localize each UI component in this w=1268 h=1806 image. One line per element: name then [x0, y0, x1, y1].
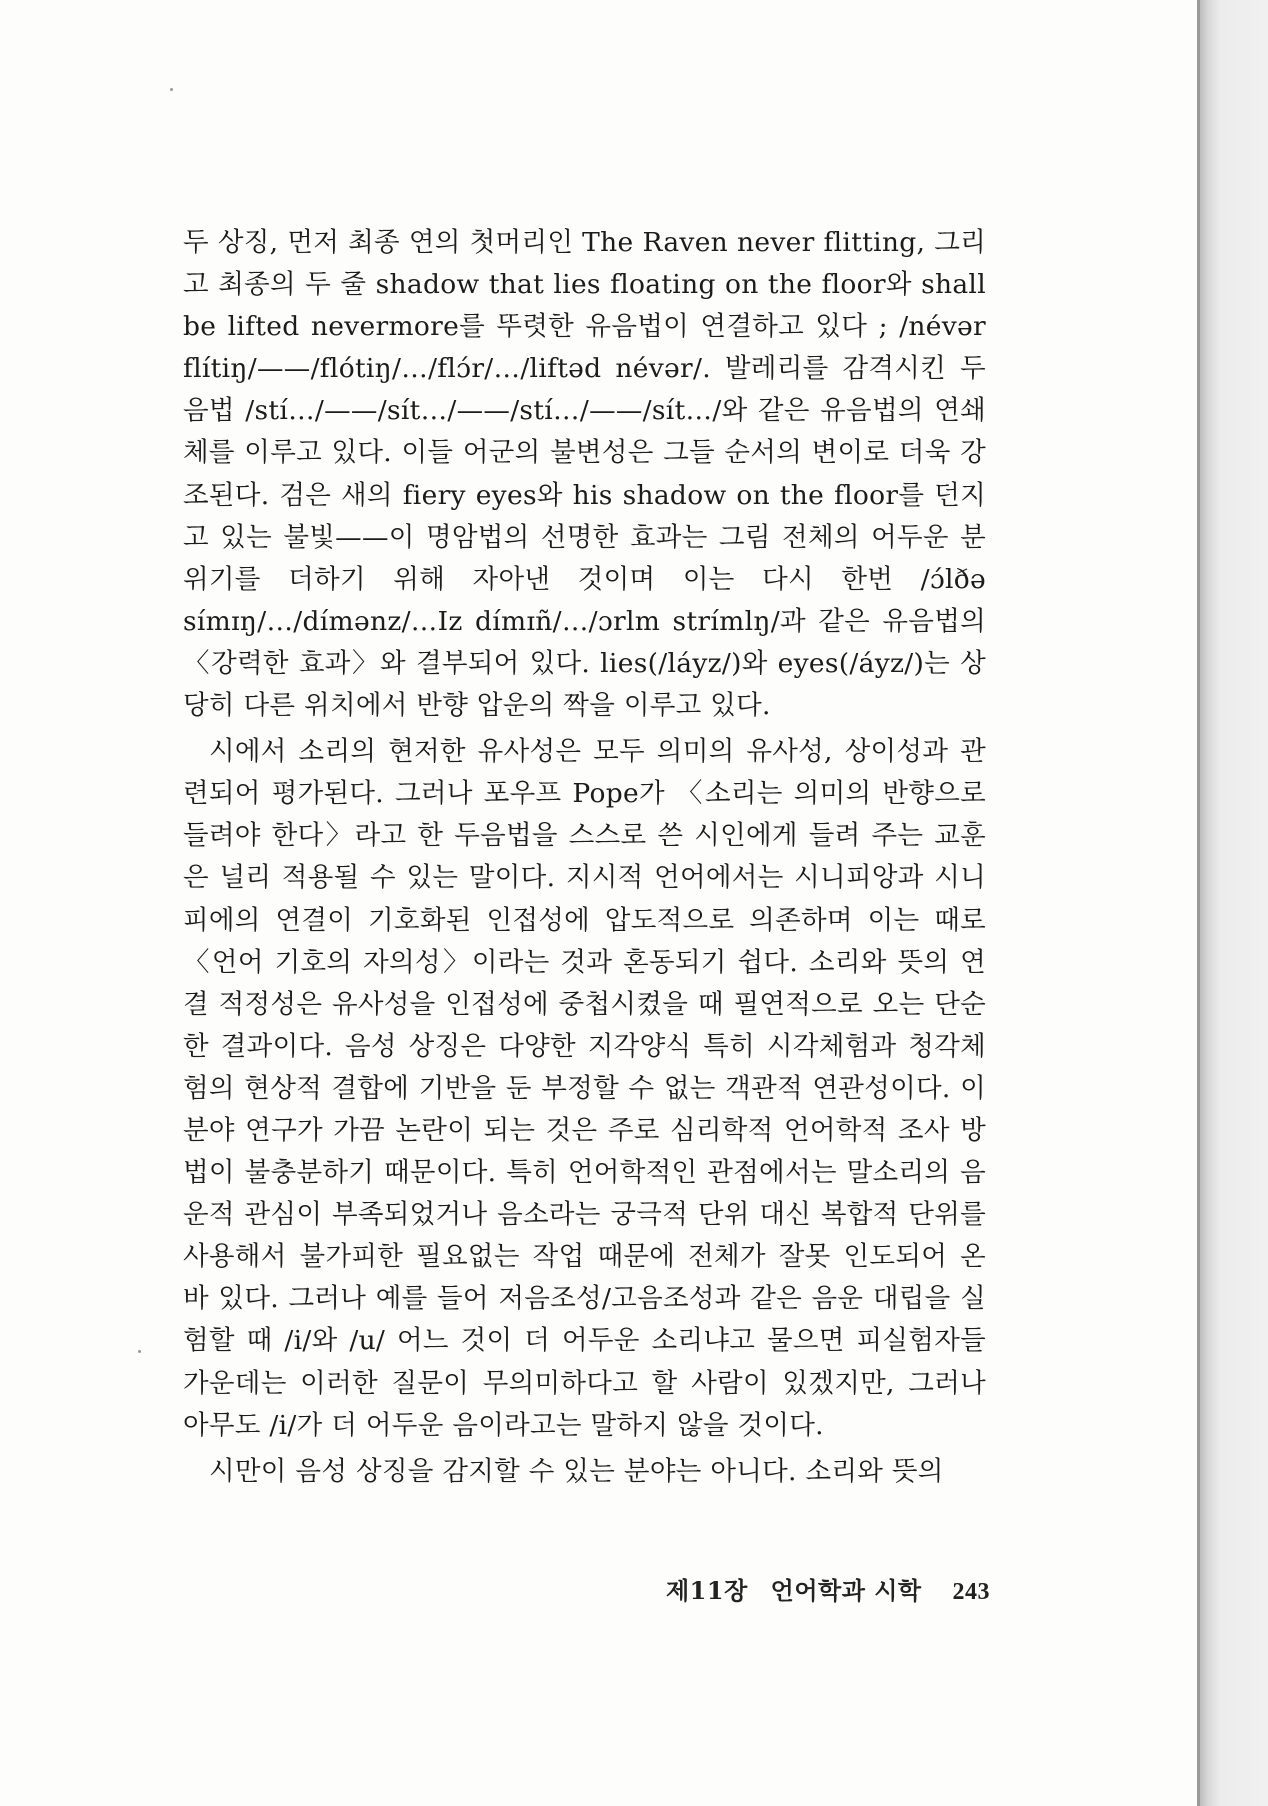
scan-speck: [170, 88, 173, 91]
running-footer: [666, 1571, 990, 1606]
page-number: 243: [952, 1579, 990, 1605]
footer-title: 언어학과 시학: [770, 1576, 922, 1605]
footer-chapter: 제11장: [666, 1576, 748, 1605]
scan-speck: [138, 1350, 141, 1353]
paragraph-3: 시만이 음성 상징을 감지할 수 있는 분야는 아니다. 소리와 뜻의: [209, 1455, 944, 1487]
viewer-background: [1200, 0, 1268, 1806]
page-body: [183, 222, 986, 1493]
paragraph-2: 시에서 소리의 현저한 유사성은 모두 의미의 유사성, 상이성과 관련되어 평가된다. 그러나 포우프 Pope가 〈소리는 의미의 반향으로 들려야 한다〉라고 한 두음법을 스스로 쓴 시인에게 들려 주는 교훈은 널리 적용될 수 있는 말이다. 지시적 언어에서는 시니피앙과 시니피에의 연결이 기호화된 인접성에 압도적으로 의존하며 이는 때로 〈언어 기호의 자의성〉이라는 것과 혼동되기 쉽다. 소리와 뜻의 연결 적정성은 유사성을 인접성에 중첩시켰을 때 필연적으로 오는 단순한 결과이다. 음성 상징은 다양한 지각양식 특히 시각체험과 청각체험의 현상적 결합에 기반을 둔 부정할 수 없는 객관적 연관성이다. 이 분야 연구가 가끔 논란이 되는 것은 주로 심리학적 언어학적 조사 방법이 불충분하기 때문이다. 특히 언어학적인 관점에서는 말소리의 음운적 관심이 부족되었거나 음소라는 궁극적 단위 대신 복합적 단위를 사용해서 불가피한 필요없는 작업 때문에 전체가 잘못 인도되어 온 바 있다. 그러나 예를 들어 저음조성/고음조성과 같은 음운 대립을 실험할 때 /i/와 /u/ 어느 것이 더 어두운 소리냐고 물으면 피실험자들 가운데는 이러한 질문이 무의미하다고 할 사람이 있겠지만, 그러나 아무도 /i/가 더 어두운 음이라고는 말하지 않을 것이다.: [183, 736, 986, 1441]
paragraph-1: 두 상징, 먼저 최종 연의 첫머리인 The Raven never flitting, 그리고 최종의 두 줄 shadow that lies floating on the floor와 shall be lifted nevermore를 뚜렷한 유음법이 연결하고 있다 ; /névər flítiŋ/——/flótiŋ/…/flɔ́r/…/liftəd névər/. 발레리를 감격시킨 두음법 /stí…/——/sít…/——/stí…/——/sít…/와 같은 유음법의 연쇄체를 이루고 있다. 이들 어군의 불변성은 그들 순서의 변이로 더욱 강조된다. 검은 새의 fiery eyes와 his shadow on the floor를 던지고 있는 불빛——이 명암법의 선명한 효과는 그림 전체의 어두운 분위기를 더하기 위해 자아낸 것이며 이는 다시 한번 /ɔ́lðə símɪŋ/…/dímənz/…Iz dímɪñ/…/ɔrlm strímlŋ/과 같은 유음법의 〈강력한 효과〉와 결부되어 있다. lies(/láyz/)와 eyes(/áyz/)는 상당히 다른 위치에서 반향 압운의 짝을 이루고 있다.: [183, 227, 986, 722]
